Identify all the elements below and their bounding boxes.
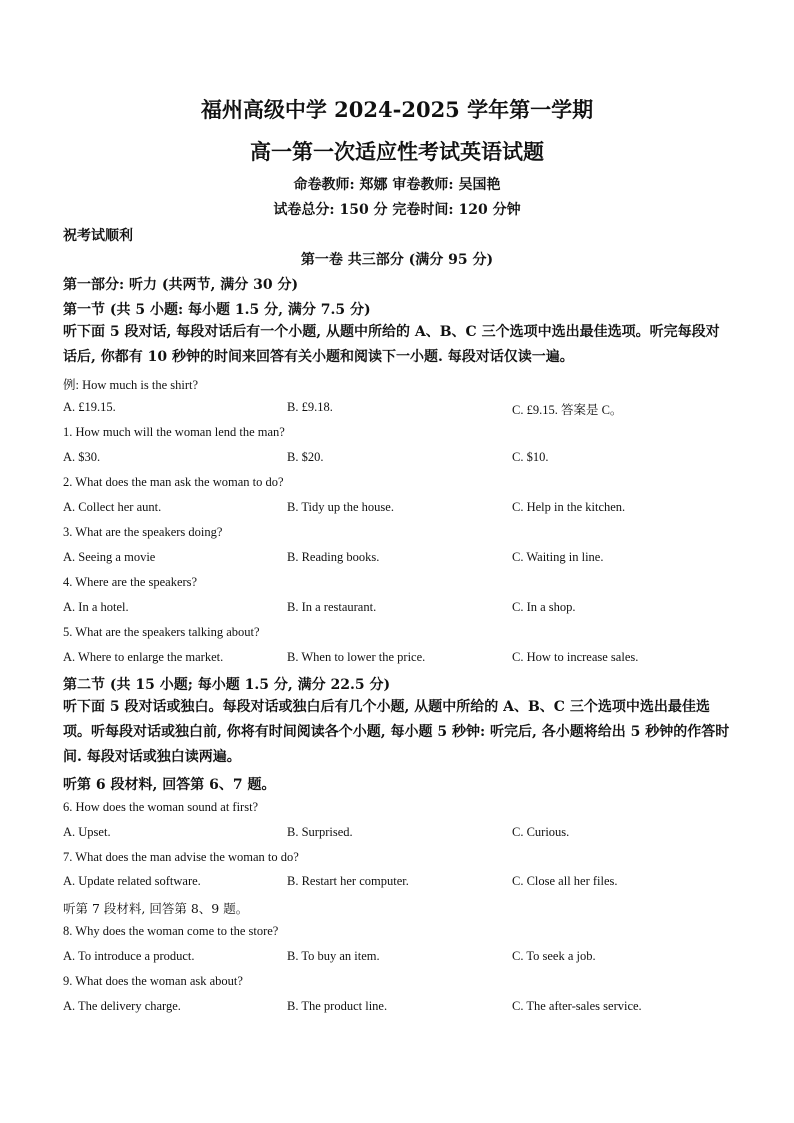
example-question: 例: How much is the shirt? — [63, 378, 199, 392]
greeting: 祝考试顺利 — [63, 228, 133, 244]
exam-title-line2: 高一第一次适应性考试英语试题 — [250, 139, 544, 164]
q1-option-c: C. $10. — [512, 450, 549, 464]
q2-option-c: C. Help in the kitchen. — [512, 500, 626, 514]
material6-instruction: 听第 6 段材料, 回答第 6、7 题。 — [63, 777, 276, 793]
q4-option-b: B. In a restaurant. — [287, 600, 377, 614]
exam-title-line1: 福州高级中学 2024-2025 学年第一学期 — [200, 97, 594, 122]
q8-option-c: C. To seek a job. — [512, 949, 596, 963]
q6-option-b: B. Surprised. — [287, 825, 353, 839]
question-4: 4. Where are the speakers? — [63, 575, 198, 589]
q1-option-b: B. $20. — [287, 450, 324, 464]
q9-option-b: B. The product line. — [287, 999, 388, 1013]
material7-instruction: 听第 7 段材料, 回答第 8、9 题。 — [63, 901, 249, 916]
q7-option-c: C. Close all her files. — [512, 874, 618, 888]
q1-option-a: A. $30. — [63, 450, 101, 464]
q6-option-a: A. Upset. — [63, 825, 111, 839]
q8-option-b: B. To buy an item. — [287, 949, 380, 963]
volume-title: 第一卷 共三部分 (满分 95 分) — [300, 252, 494, 268]
q7-option-a: A. Update related software. — [63, 874, 201, 888]
section2-instruction: 听下面 5 段对话或独白。每段对话或独白后有几个小题, 从题中所给的 A、B、C 三个选项中选出最佳选项。听每段对话或独白前, 你将有时间阅读各个小题, 每小题 5 秒钟: 听完后, 各小题将给出 5 秒钟的作答时间. 每段对话或独白读两遍。 — [63, 699, 730, 765]
section2-title: 第二节 (共 15 小题; 每小题 1.5 分, 满分 22.5 分) — [63, 677, 391, 693]
q3-option-c: C. Waiting in line. — [512, 550, 604, 564]
question-5: 5. What are the speakers talking about? — [63, 625, 260, 639]
q6-option-c: C. Curious. — [512, 825, 570, 839]
question-9: 9. What does the woman ask about? — [63, 974, 243, 988]
section1-title: 第一节 (共 5 小题: 每小题 1.5 分, 满分 7.5 分) — [63, 302, 371, 318]
q5-option-a: A. Where to enlarge the market. — [63, 650, 224, 664]
question-1: 1. How much will the woman lend the man? — [63, 425, 285, 439]
q9-option-c: C. The after-sales service. — [512, 999, 642, 1013]
question-3: 3. What are the speakers doing? — [63, 525, 223, 539]
q2-option-a: A. Collect her aunt. — [63, 500, 162, 514]
q9-option-a: A. The delivery charge. — [63, 999, 181, 1013]
q4-option-a: A. In a hotel. — [63, 600, 129, 614]
scoring-info: 试卷总分: 150 分 完卷时间: 120 分钟 — [273, 202, 521, 218]
q4-option-c: C. In a shop. — [512, 600, 576, 614]
teachers-info: 命卷教师: 郑娜 审卷教师: 吴国艳 — [293, 177, 501, 193]
q8-option-a: A. To introduce a product. — [63, 949, 195, 963]
q5-option-b: B. When to lower the price. — [287, 650, 426, 664]
section1-instruction: 听下面 5 段对话, 每段对话后有一个小题, 从题中所给的 A、B、C 三个选项中选出最佳选项。听完每段对话后, 你都有 10 秒钟的时间来回答有关小题和阅读下一小题. 每段对话仅读一遍。 — [63, 324, 720, 365]
example-option-b: B. £9.18. — [287, 400, 333, 414]
example-option-c: C. £9.15. 答案是 C。 — [512, 403, 623, 417]
question-8: 8. Why does the woman come to the store? — [63, 924, 279, 938]
q3-option-b: B. Reading books. — [287, 550, 380, 564]
q5-option-c: C. How to increase sales. — [512, 650, 639, 664]
q3-option-a: A. Seeing a movie — [63, 550, 156, 564]
q7-option-b: B. Restart her computer. — [287, 874, 409, 888]
question-6: 6. How does the woman sound at first? — [63, 800, 259, 814]
question-7: 7. What does the man advise the woman to do? — [63, 850, 299, 864]
example-option-a: A. £19.15. — [63, 400, 116, 414]
q2-option-b: B. Tidy up the house. — [287, 500, 394, 514]
part1-title: 第一部分: 听力 (共两节, 满分 30 分) — [63, 277, 299, 293]
question-2: 2. What does the man ask the woman to do? — [63, 475, 284, 489]
